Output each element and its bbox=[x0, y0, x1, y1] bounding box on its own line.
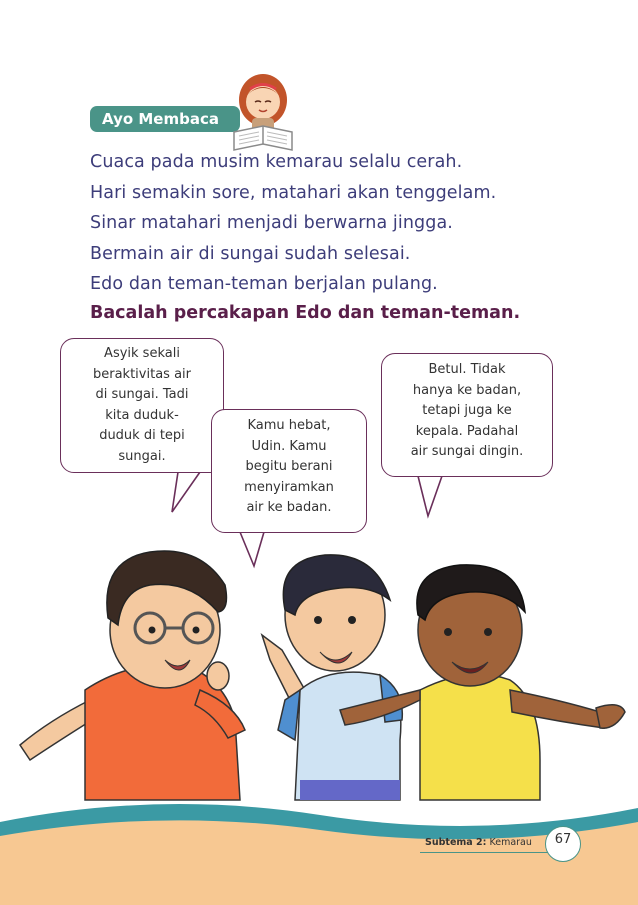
three-boys-illustration bbox=[0, 548, 638, 808]
bubble-line: duduk di tepi bbox=[99, 428, 185, 443]
paragraph-line: Cuaca pada musim kemarau selalu cerah. bbox=[90, 152, 463, 172]
bubble-line: tetapi juga ke bbox=[422, 403, 512, 418]
bubble-line: Asyik sekali bbox=[104, 346, 180, 361]
footer-subtema-label: Subtema 2 bbox=[425, 837, 483, 848]
page-number: 67 bbox=[545, 826, 581, 862]
bubble-line: Udin. Kamu bbox=[251, 438, 327, 454]
bubble-line: beraktivitas air bbox=[93, 366, 191, 382]
paragraph-line: Sinar matahari menjadi berwarna jingga. bbox=[90, 213, 453, 233]
bubble-line: sungai. bbox=[118, 448, 166, 464]
paragraph-line: Edo dan teman-teman berjalan pulang. bbox=[90, 274, 438, 294]
section-badge: Ayo Membaca bbox=[90, 106, 240, 132]
bubble-line: kita duduk- bbox=[105, 407, 179, 423]
instruction-heading: Bacalah percakapan Edo dan teman-teman. bbox=[90, 303, 521, 323]
bubble-line: begitu berani bbox=[245, 459, 333, 474]
bubble-line: di sungai. Tadi bbox=[95, 387, 189, 402]
bottom-wave-decoration bbox=[0, 780, 638, 905]
boy-blue-shirt bbox=[262, 555, 402, 800]
bubble-line: Betul. Tidak bbox=[428, 362, 506, 377]
footer-divider bbox=[420, 852, 550, 853]
bubble-line: hanya ke badan, bbox=[412, 382, 522, 398]
bubble-line: menyiramkan bbox=[244, 479, 334, 495]
boy-glasses-orange-shirt bbox=[20, 551, 245, 800]
speech-bubble-right bbox=[381, 353, 553, 477]
footer-subtema-title: Kemarau bbox=[489, 837, 532, 848]
bubble-line: kepala. Padahal bbox=[415, 423, 519, 439]
speech-bubble-middle bbox=[211, 409, 367, 533]
bubble-line: air ke badan. bbox=[246, 500, 332, 515]
paragraph-line: Hari semakin sore, matahari akan tenggelam. bbox=[90, 182, 497, 203]
paragraph-line: Bermain air di sungai sudah selesai. bbox=[90, 243, 411, 264]
bubble-line: air sungai dingin. bbox=[410, 444, 524, 459]
speech-bubble-left bbox=[60, 338, 224, 473]
bubble-line: Kamu hebat, bbox=[247, 418, 331, 433]
footer-subtema: Subtema 2: Kemarau bbox=[425, 837, 532, 848]
